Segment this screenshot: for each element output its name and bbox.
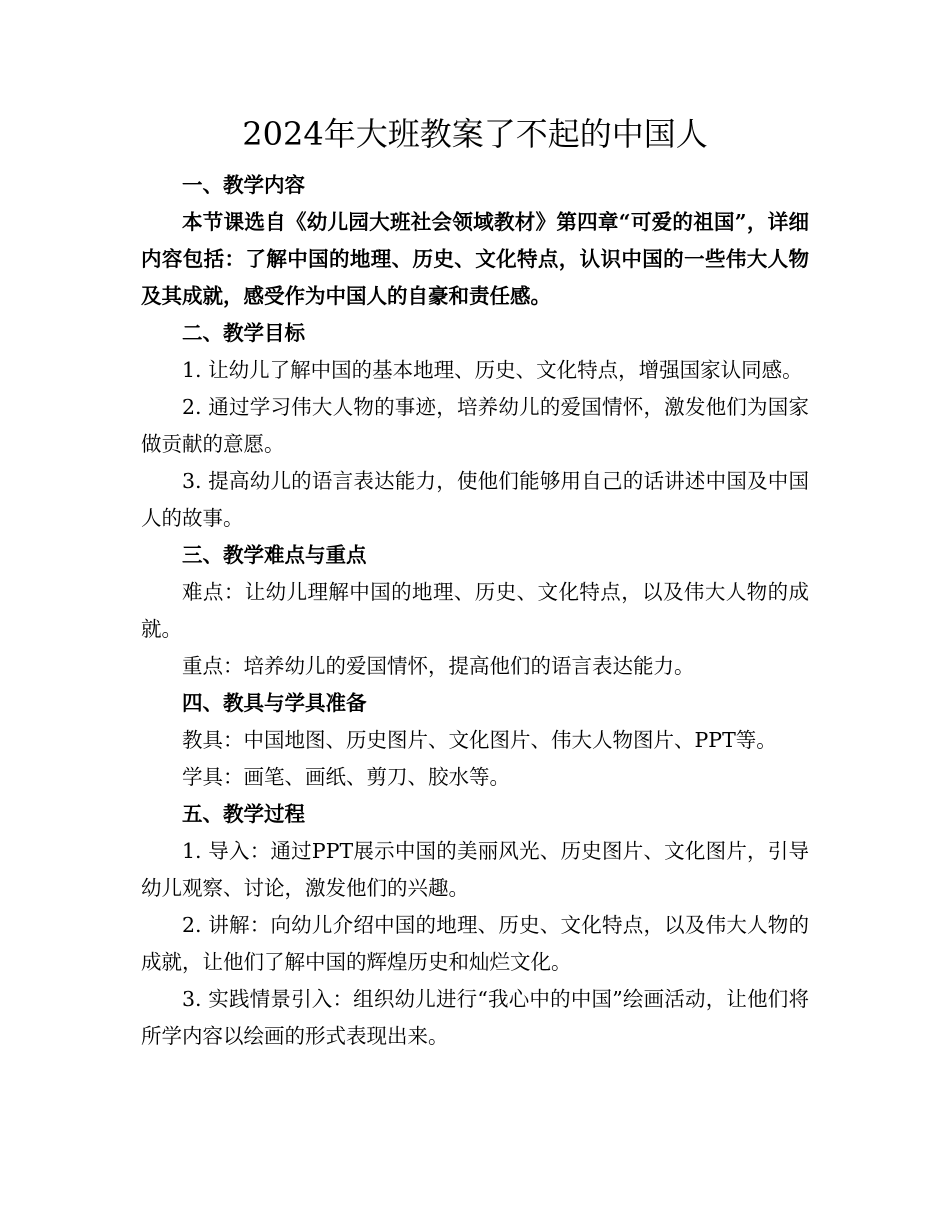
- goal-item: 3. 提高幼儿的语言表达能力，使他们能够用自己的话讲述中国及中国人的故事。: [141, 469, 809, 530]
- section-heading-materials: 四、教具与学具准备: [182, 691, 367, 715]
- goal-item: 1. 让幼儿了解中国的基本地理、历史、文化特点，增强国家认同感。: [182, 358, 803, 382]
- teaching-aids-paragraph: 教具：中国地图、历史图片、文化图片、伟大人物图片、PPT等。: [182, 728, 777, 752]
- section-heading-goals: 二、教学目标: [182, 321, 305, 345]
- process-step: 2. 讲解：向幼儿介绍中国的地理、历史、文化特点，以及伟大人物的成就，让他们了解中国的辉煌历史和灿烂文化。: [141, 913, 809, 974]
- difficulty-paragraph: 难点：让幼儿理解中国的地理、历史、文化特点，以及伟大人物的成就。: [141, 580, 809, 641]
- section-heading-content: 一、教学内容: [182, 173, 305, 197]
- section-heading-key-points: 三、教学难点与重点: [182, 543, 367, 567]
- document-title: 2024年大班教案了不起的中国人: [242, 115, 708, 153]
- process-step: 3. 实践情景引入：组织幼儿进行“我心中的中国”绘画活动，让他们将所学内容以绘画的形式表现出来。: [141, 987, 809, 1048]
- goal-item: 2. 通过学习伟大人物的事迹，培养幼儿的爱国情怀，激发他们为国家做贡献的意愿。: [141, 395, 809, 456]
- focus-paragraph: 重点：培养幼儿的爱国情怀，提高他们的语言表达能力。: [182, 654, 695, 678]
- content-paragraph: 本节课选自《幼儿园大班社会领域教材》第四章“可爱的祖国”，详细内容包括：了解中国的地理、历史、文化特点，认识中国的一些伟大人物及其成就，感受作为中国人的自豪和责任感。: [141, 210, 809, 308]
- process-step: 1. 导入：通过PPT展示中国的美丽风光、历史图片、文化图片，引导幼儿观察、讨论，激发他们的兴趣。: [141, 839, 809, 900]
- learning-aids-paragraph: 学具：画笔、画纸、剪刀、胶水等。: [182, 765, 510, 789]
- section-heading-process: 五、教学过程: [182, 802, 305, 826]
- document-body: [141, 167, 809, 1055]
